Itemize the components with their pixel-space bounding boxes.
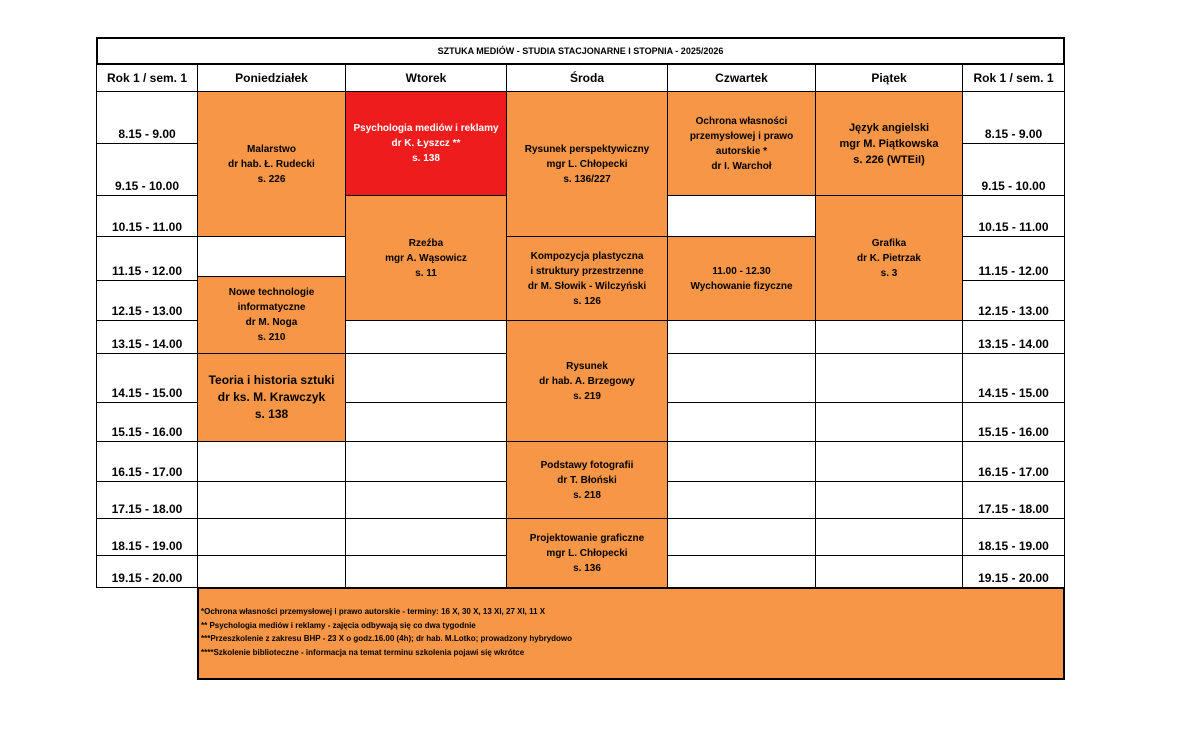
course-details xyxy=(228,142,315,187)
course-line: Rzeźba xyxy=(408,237,444,249)
course-line: Ochrona własności xyxy=(695,115,788,127)
empty-cell xyxy=(197,236,346,281)
empty-cell xyxy=(197,555,346,588)
time-slot-left: 15.15 - 16.00 xyxy=(96,402,198,442)
course-line: przemysłowej i prawo xyxy=(689,130,794,142)
course-line: Rysunek perspektywiczny xyxy=(524,143,650,155)
course-line: dr M. Noga xyxy=(245,317,298,328)
time-slot-left: 19.15 - 20.00 xyxy=(96,555,198,588)
course-details xyxy=(857,236,921,281)
empty-cell xyxy=(815,518,963,556)
empty-cell xyxy=(345,441,507,482)
time-slot-right: 18.15 - 19.00 xyxy=(962,518,1065,556)
course-malarstwo xyxy=(197,91,346,237)
course-details xyxy=(528,249,646,309)
empty-cell xyxy=(345,555,507,588)
course-line: autorskie * xyxy=(715,145,768,157)
empty-cell xyxy=(815,320,963,354)
course-details xyxy=(530,531,644,576)
empty-cell xyxy=(197,481,346,519)
course-line: s. 138 xyxy=(254,407,289,421)
course-rzezba xyxy=(345,195,507,321)
header-right: Rok 1 / sem. 1 xyxy=(962,64,1065,92)
course-line: s. 219 xyxy=(573,390,601,402)
course-line: dr I. Warchoł xyxy=(711,160,772,172)
course-line: Podstawy fotografii xyxy=(540,459,634,471)
empty-cell xyxy=(667,402,816,442)
time-slot-left: 17.15 - 18.00 xyxy=(96,481,198,519)
empty-cell xyxy=(197,441,346,482)
empty-cell xyxy=(667,441,816,482)
course-details xyxy=(209,372,335,423)
course-line: s. 138 xyxy=(412,153,440,164)
course-line: i struktury przestrzenne xyxy=(530,265,644,277)
empty-cell xyxy=(667,195,816,237)
course-line: mgr M. Piątkowska xyxy=(839,137,939,150)
course-line: Rysunek xyxy=(566,360,608,372)
footnote: ** Psychologia mediów i reklamy - zajęcia odbywają się co dwa tygodnie xyxy=(201,620,476,630)
time-slot-left: 18.15 - 19.00 xyxy=(96,518,198,556)
time-slot-right: 14.15 - 15.00 xyxy=(962,353,1065,403)
course-details xyxy=(839,120,938,168)
page-title: SZTUKA MEDIÓW - STUDIA STACJONARNE I STOPNIA - 2025/2026 xyxy=(96,37,1065,65)
course-psychologia xyxy=(345,91,507,196)
empty-cell xyxy=(345,518,507,556)
time-slot-right: 15.15 - 16.00 xyxy=(962,402,1065,442)
course-projektowanie xyxy=(506,518,668,588)
course-line: Nowe technologie xyxy=(228,287,315,298)
empty-cell xyxy=(667,555,816,588)
course-line: dr K. Pietrzak xyxy=(857,252,921,264)
empty-cell xyxy=(345,320,507,354)
footnote: ***Przeszkolenie z zakresu BHP - 23 X o godz.16.00 (4h); dr hab. M.Lotko; prowadzony hybrydowo xyxy=(201,634,573,643)
course-kompozycja xyxy=(506,236,668,321)
empty-cell xyxy=(667,518,816,556)
header-left: Rok 1 / sem. 1 xyxy=(96,64,198,92)
course-line: dr T. Błoński xyxy=(557,474,617,486)
course-line: s. 226 xyxy=(257,173,286,185)
course-line: s. 136/227 xyxy=(563,173,611,185)
day-wednesday-header: Środa xyxy=(506,64,668,92)
course-teoria xyxy=(197,353,346,442)
day-monday-header: Poniedziałek xyxy=(197,64,346,92)
course-line: mgr L. Chłopecki xyxy=(546,547,628,559)
course-line: s. 210 xyxy=(257,332,286,343)
course-line: informatyczne xyxy=(237,302,306,313)
course-line: s. 136 xyxy=(573,562,601,574)
time-slot-left: 16.15 - 17.00 xyxy=(96,441,198,482)
footnote: ****Szkolenie biblioteczne - informacja na temat terminu szkolenia pojawi się wkrótce xyxy=(201,647,525,657)
course-line: dr hab. Ł. Rudecki xyxy=(228,158,315,170)
course-angielski xyxy=(815,91,963,196)
empty-cell xyxy=(667,320,816,354)
empty-cell xyxy=(345,353,507,403)
course-line: s. 11 xyxy=(415,267,437,279)
course-details xyxy=(539,359,635,404)
footnote: *Ochrona własności przemysłowej i prawo autorskie - terminy: 16 X, 30 X, 13 XI, 27 XI, 11 X xyxy=(201,607,546,616)
course-details xyxy=(690,114,793,174)
course-nowe-technologie xyxy=(197,276,346,354)
day-thursday-header: Czwartek xyxy=(667,64,816,92)
empty-cell xyxy=(667,481,816,519)
empty-cell xyxy=(667,353,816,403)
empty-cell xyxy=(345,481,507,519)
course-line: Kompozycja plastyczna xyxy=(530,250,644,262)
course-line: s. 126 xyxy=(573,295,601,307)
course-line: mgr L. Chłopecki xyxy=(546,158,628,170)
course-details xyxy=(541,458,634,503)
empty-cell xyxy=(815,353,963,403)
time-slot-left: 9.15 - 10.00 xyxy=(96,143,198,196)
course-line: 11.00 - 12.30 xyxy=(712,265,771,277)
course-line: Projektowanie graficzne xyxy=(529,532,645,544)
course-details xyxy=(229,285,315,345)
time-slot-right: 10.15 - 11.00 xyxy=(962,195,1065,237)
course-line: Malarstwo xyxy=(247,143,296,155)
empty-cell xyxy=(815,555,963,588)
time-slot-left: 11.15 - 12.00 xyxy=(96,236,198,281)
course-line: Psychologia mediów i reklamy xyxy=(353,123,499,134)
course-line: mgr A. Wąsowicz xyxy=(385,252,467,264)
course-rysunek xyxy=(506,320,668,442)
time-slot-right: 12.15 - 13.00 xyxy=(962,280,1065,321)
course-grafika xyxy=(815,195,963,321)
footnotes xyxy=(197,587,1065,680)
time-slot-left: 12.15 - 13.00 xyxy=(96,280,198,321)
course-line: dr M. Słowik - Wilczyński xyxy=(527,280,647,292)
time-slot-right: 19.15 - 20.00 xyxy=(962,555,1065,588)
course-line: dr K. Łyszcz ** xyxy=(391,138,461,149)
time-slot-right: 11.15 - 12.00 xyxy=(962,236,1065,281)
time-slot-left: 14.15 - 15.00 xyxy=(96,353,198,403)
course-details xyxy=(385,236,467,281)
time-slot-left: 10.15 - 11.00 xyxy=(96,195,198,237)
empty-cell xyxy=(197,518,346,556)
empty-cell xyxy=(815,402,963,442)
empty-cell xyxy=(815,481,963,519)
course-line: dr ks. M. Krawczyk xyxy=(217,390,326,404)
course-ochrona xyxy=(667,91,816,196)
time-slot-left: 8.15 - 9.00 xyxy=(96,91,198,144)
time-slot-right: 13.15 - 14.00 xyxy=(962,320,1065,354)
course-line: Język angielski xyxy=(848,121,930,134)
time-slot-right: 16.15 - 17.00 xyxy=(962,441,1065,482)
empty-cell xyxy=(815,441,963,482)
time-slot-right: 8.15 - 9.00 xyxy=(962,91,1065,144)
day-tuesday-header: Wtorek xyxy=(345,64,507,92)
empty-cell xyxy=(345,402,507,442)
course-line: s. 218 xyxy=(573,489,601,501)
course-details xyxy=(353,121,498,166)
course-wf xyxy=(667,236,816,321)
course-line: Wychowanie fizyczne xyxy=(690,280,793,292)
course-line: Grafika xyxy=(871,237,907,249)
time-slot-left: 13.15 - 14.00 xyxy=(96,320,198,354)
course-rysunek-perspektywiczny xyxy=(506,91,668,237)
course-fotografia xyxy=(506,441,668,519)
day-friday-header: Piątek xyxy=(815,64,963,92)
time-slot-right: 17.15 - 18.00 xyxy=(962,481,1065,519)
course-details xyxy=(690,264,792,294)
time-slot-right: 9.15 - 10.00 xyxy=(962,143,1065,196)
course-details xyxy=(525,142,650,187)
course-line: dr hab. A. Brzegowy xyxy=(539,375,635,387)
course-line: s. 3 xyxy=(880,267,898,279)
course-line: Teoria i historia sztuki xyxy=(208,373,335,387)
course-line: s. 226 (WTEiI) xyxy=(853,153,925,166)
